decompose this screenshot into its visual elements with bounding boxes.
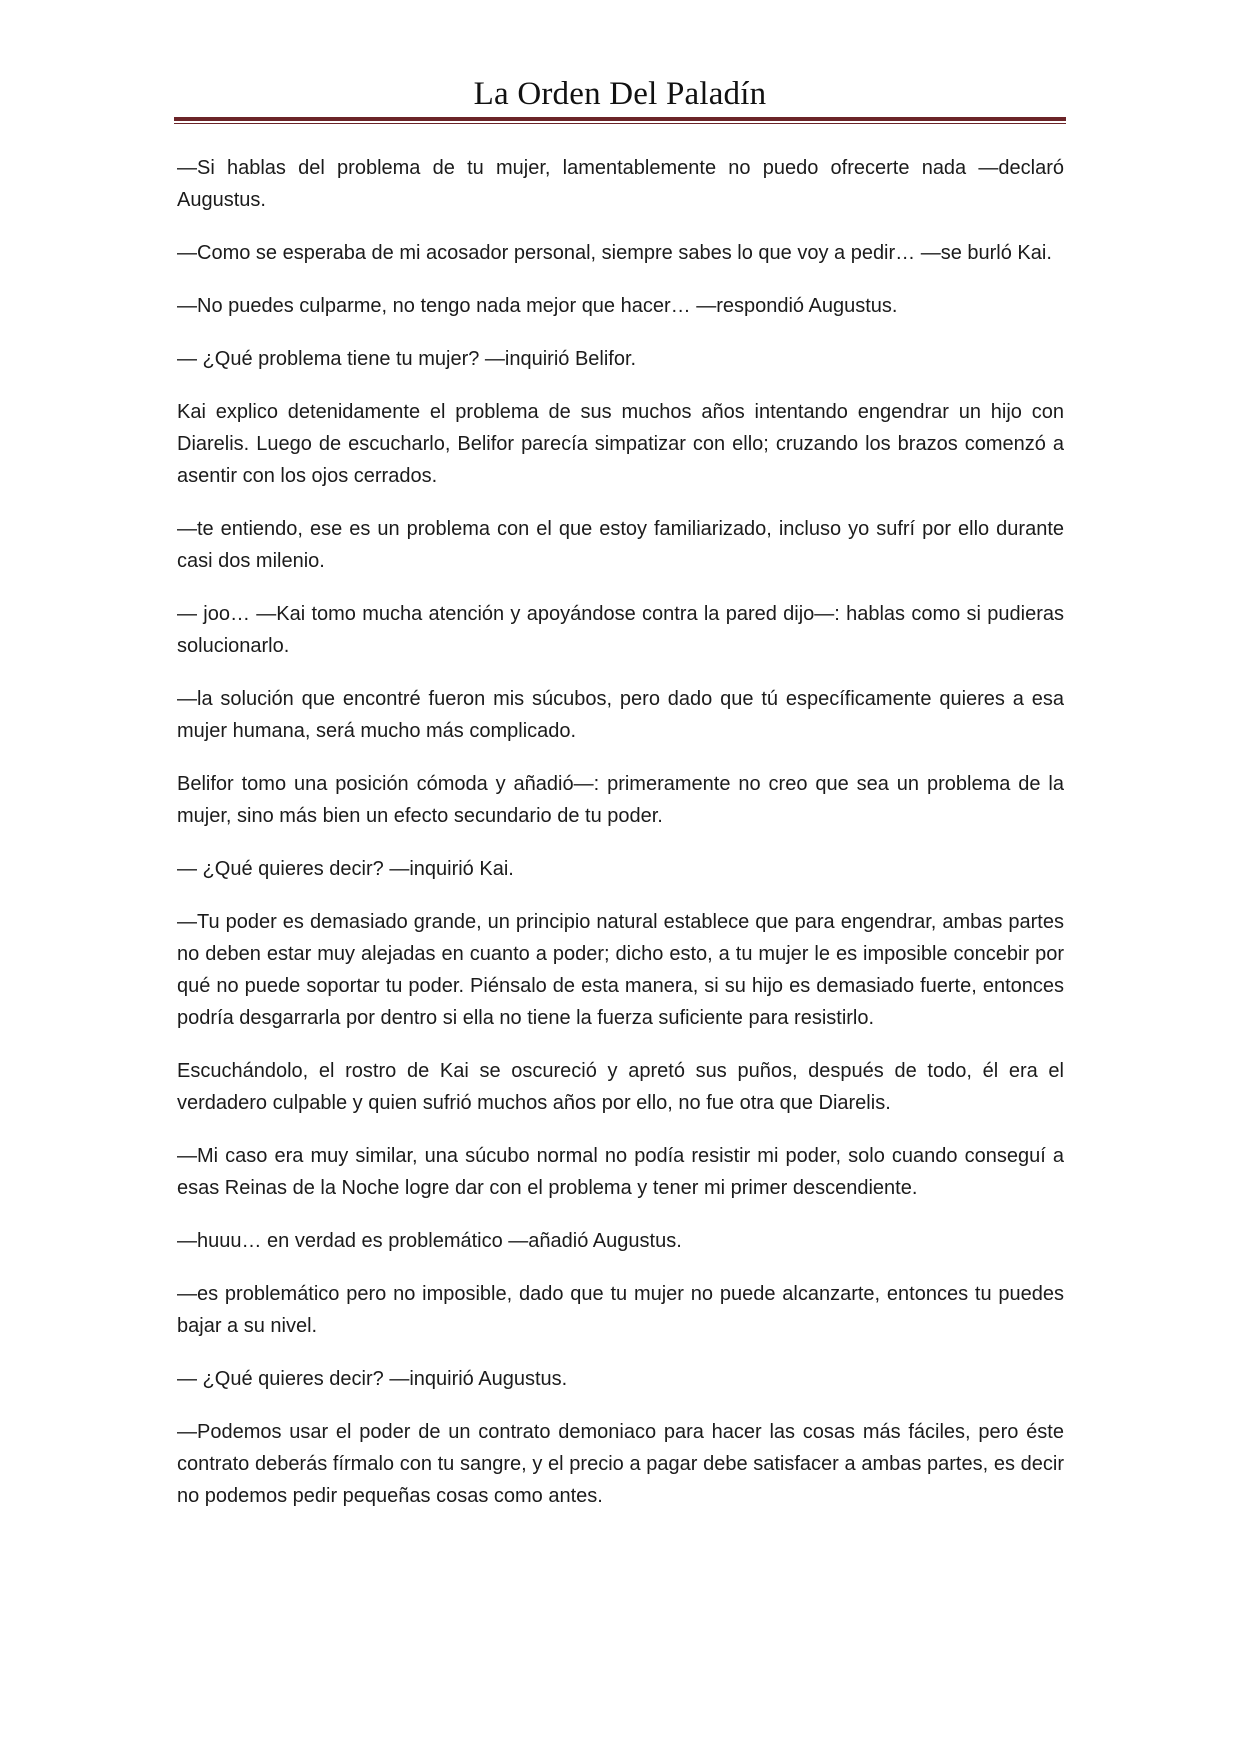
paragraph: — ¿Qué problema tiene tu mujer? —inquirió Belifor. (177, 348, 637, 370)
paragraph: — ¿Qué quieres decir? —inquirió Kai. (177, 858, 514, 880)
paragraph: Escuchándolo, el rostro de Kai se oscureció y apretó sus puños, después de todo, él era el verdadero culpable y quien sufrió muchos años por ello, no fue otra que Diarelis. (177, 1060, 1064, 1114)
paragraph: —Mi caso era muy similar, una súcubo normal no podía resistir mi poder, solo cuando conseguí a esas Reinas de la Noche logre dar con el problema y tener mi primer descendiente. (177, 1145, 1064, 1199)
paragraph: —Como se esperaba de mi acosador personal, siempre sabes lo que voy a pedir… —se burló Kai. (177, 242, 1052, 264)
paragraph: — ¿Qué quieres decir? —inquirió Augustus. (177, 1368, 568, 1390)
paragraph: —Tu poder es demasiado grande, un principio natural establece que para engendrar, ambas partes no deben estar muy alejadas en cuanto a poder; dicho esto, a tu mujer le es imposible concebir por qué no puede soportar tu poder. Piénsalo de esta manera, si su hijo es demasiado fuerte, entonces podría desgarrarla por dentro si ella no tiene la fuerza suficiente para resistirlo. (177, 911, 1064, 1029)
header-rule-thin (174, 123, 1066, 124)
header-rule-thick (174, 117, 1066, 121)
paragraph: — joo… —Kai tomo mucha atención y apoyándose contra la pared dijo—: hablas como si pudieras solucionarlo. (177, 603, 1064, 657)
paragraph: Belifor tomo una posición cómoda y añadió—: primeramente no creo que sea un problema de la mujer, sino más bien un efecto secundario de tu poder. (177, 773, 1064, 827)
header-title: La Orden Del Paladín (473, 76, 767, 112)
body-text (177, 152, 1064, 1533)
paragraph: Kai explico detenidamente el problema de sus muchos años intentando engendrar un hijo con Diarelis. Luego de escucharlo, Belifor parecía simpatizar con ello; cruzando los brazos comenzó a asentir con los ojos cerrados. (177, 401, 1064, 487)
paragraph: —huuu… en verdad es problemático —añadió Augustus. (177, 1230, 682, 1252)
running-header (174, 72, 1066, 116)
paragraph: —Podemos usar el poder de un contrato demoniaco para hacer las cosas más fáciles, pero éste contrato deberás fírmalo con tu sangre, y el precio a pagar debe satisfacer a ambas partes, es decir no podemos pedir pequeñas cosas como antes. (177, 1421, 1064, 1507)
paragraph: —No puedes culparme, no tengo nada mejor que hacer… —respondió Augustus. (177, 295, 898, 317)
paragraph: —es problemático pero no imposible, dado que tu mujer no puede alcanzarte, entonces tu puedes bajar a su nivel. (177, 1283, 1064, 1337)
paragraph: —la solución que encontré fueron mis súcubos, pero dado que tú específicamente quieres a esa mujer humana, será mucho más complicado. (177, 688, 1064, 742)
paragraph: —Si hablas del problema de tu mujer, lamentablemente no puedo ofrecerte nada —declaró Augustus. (177, 157, 1064, 211)
paragraph: —te entiendo, ese es un problema con el que estoy familiarizado, incluso yo sufrí por ello durante casi dos milenio. (177, 518, 1064, 572)
